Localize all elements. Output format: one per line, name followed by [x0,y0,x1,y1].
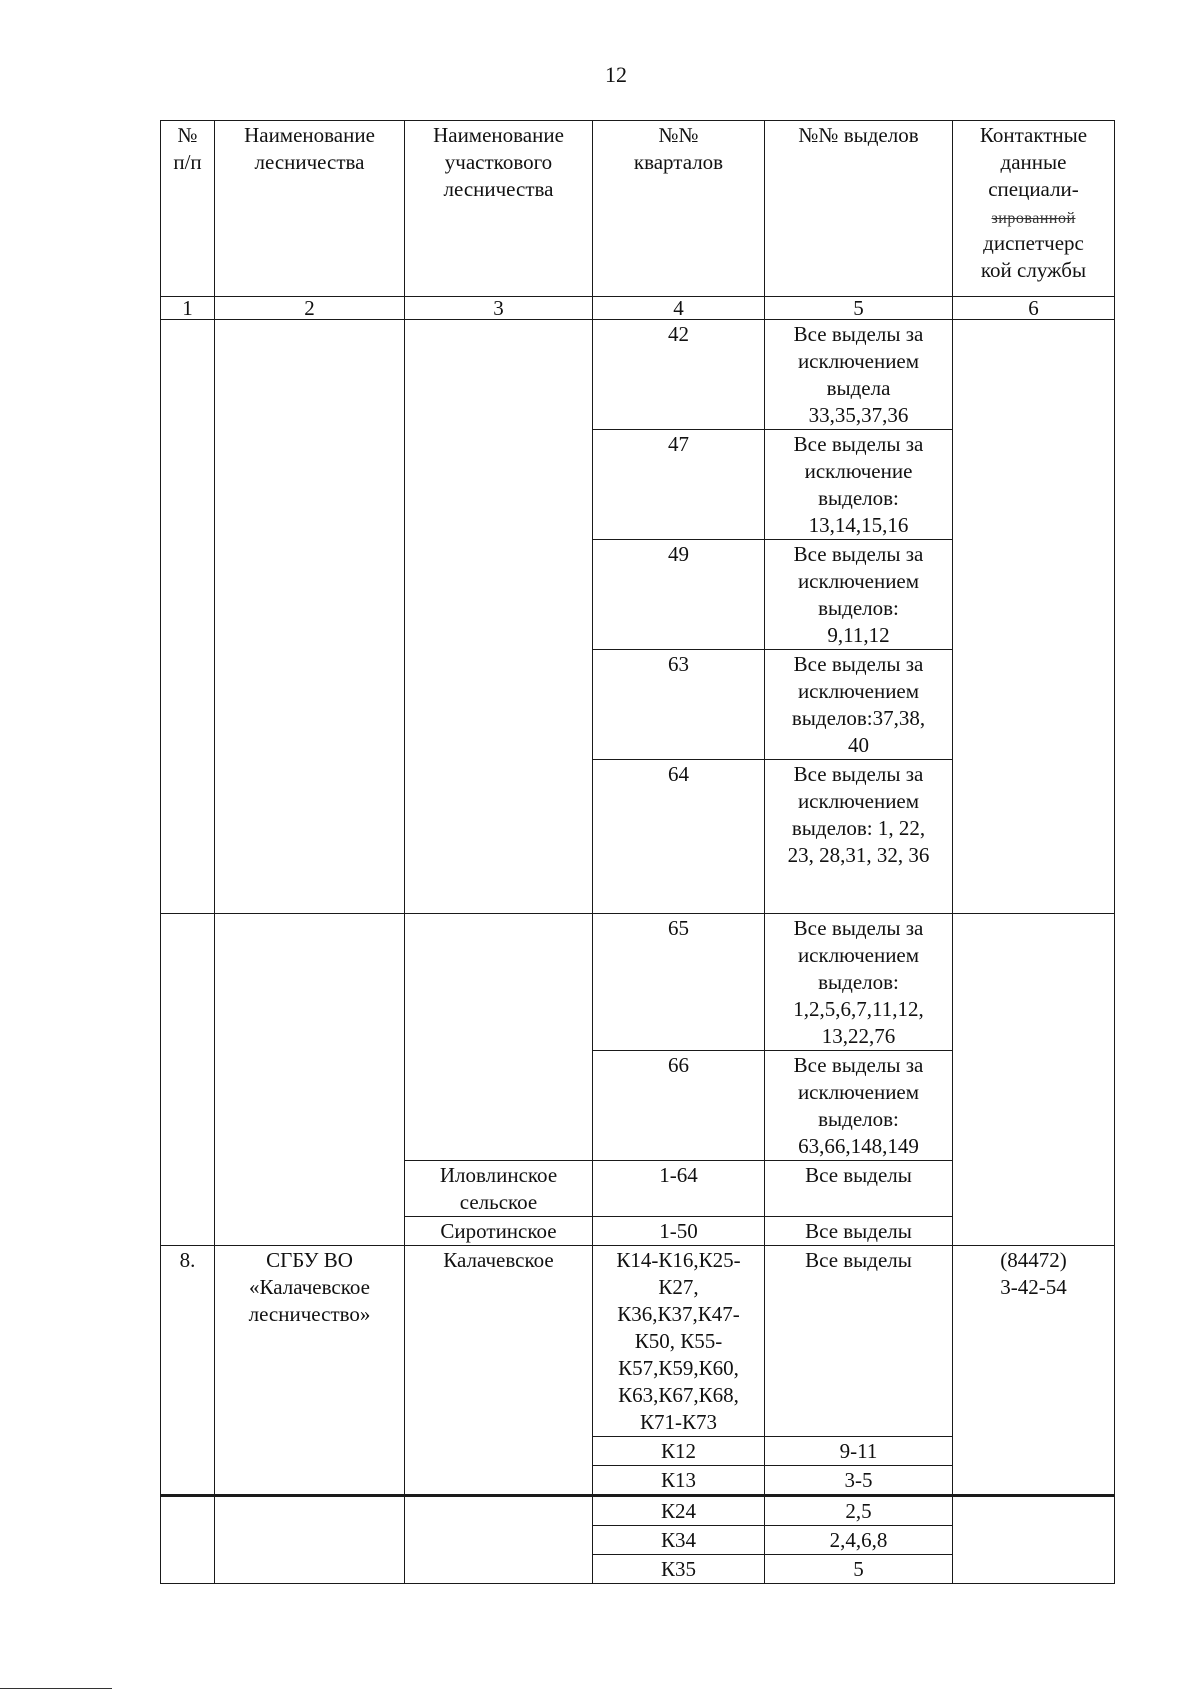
quarter-cell: К12 [593,1437,765,1466]
plots-line: Все выделы за [793,762,924,786]
column-index: 6 [953,297,1115,320]
plots-line: 33,35,37,36 [808,403,909,427]
quarter-cell: К24 [593,1496,765,1526]
quarter-cell: К35 [593,1555,765,1584]
forestry-line: СГБУ ВО [266,1248,353,1272]
plots-line: выдела [826,376,891,400]
quarter-line: К27, [658,1275,699,1299]
empty-cell [953,914,1115,1246]
plots-line: 63,66,148,149 [798,1134,919,1158]
header-row [161,121,1115,297]
plots-cell [765,760,953,914]
table-row [161,1496,1115,1526]
column-index: 2 [215,297,405,320]
plots-cell: 2,4,6,8 [765,1526,953,1555]
plots-line: исключением [797,943,920,967]
quarter-cell: 65 [593,914,765,1051]
plots-line: исключением [797,1080,920,1104]
quarter-cell: 1-50 [593,1217,765,1246]
header-line: № [177,123,198,147]
column-index: 4 [593,297,765,320]
entry-number: 8. [161,1246,215,1496]
contact-line: 3-42-54 [1000,1275,1067,1299]
forestry-table [160,120,1115,1584]
footer-rule [0,1688,112,1689]
empty-cell [215,914,405,1246]
quarter-cell [593,1246,765,1437]
district-cell [405,1161,593,1217]
header-number [161,121,215,297]
header-line: участкового [444,150,553,174]
empty-cell [215,320,405,914]
plots-cell [765,914,953,1051]
empty-cell [161,914,215,1246]
quarter-cell: 49 [593,540,765,650]
plots-line: выделов: [818,596,899,620]
empty-cell [405,1496,593,1584]
district-cell: Калачевское [405,1246,593,1496]
forestry-name-cell [215,1246,405,1496]
quarter-line: К71-К73 [639,1410,717,1434]
header-line: №№ [658,123,699,147]
plots-line: исключением [797,679,920,703]
table-row [161,1246,1115,1437]
plots-line: 40 [848,733,869,757]
plots-line: Все выделы за [793,432,924,456]
empty-cell [953,320,1115,914]
plots-line: 9,11,12 [827,623,890,647]
header-line: кой службы [980,258,1087,282]
plots-line: исключением [797,349,920,373]
table-row [161,320,1115,430]
plots-cell [765,320,953,430]
header-line: Наименование [433,123,564,147]
header-contacts [953,121,1115,297]
quarter-cell: К13 [593,1466,765,1496]
plots-line: исключением [797,789,920,813]
plots-cell: 9-11 [765,1437,953,1466]
quarter-line: К57,К59,К60, [618,1356,739,1380]
header-line: лесничества [254,150,365,174]
quarter-line: К36,К37,К47- [617,1302,740,1326]
plots-line: 13,22,76 [821,1024,896,1048]
plots-cell [765,540,953,650]
plots-line: Все выделы за [793,322,924,346]
empty-cell [405,320,593,914]
header-line: кварталов [633,150,724,174]
header-quarters [593,121,765,297]
table-row [161,914,1115,1051]
plots-line: Все выделы за [793,542,924,566]
header-line: п/п [173,150,202,174]
quarter-cell: 66 [593,1051,765,1161]
quarter-line: К14-К16,К25- [616,1248,741,1272]
empty-cell [953,1496,1115,1584]
plots-cell: Все выделы [765,1217,953,1246]
header-line: диспетчерс [983,231,1084,255]
plots-line: выделов: [818,486,899,510]
plots-line: выделов: 1, 22, [791,816,926,840]
struck-text: зированной [991,210,1076,227]
quarter-line: К63,К67,К68, [618,1383,739,1407]
page-number: 12 [605,62,627,87]
header-district [405,121,593,297]
cell-spacer [768,869,949,913]
header-line: лесничества [443,177,554,201]
plots-cell [765,650,953,760]
plots-cell: Все выделы [765,1161,953,1217]
plots-line: 23, 28,31, 32, 36 [787,843,930,867]
quarter-cell: К34 [593,1526,765,1555]
district-line: Иловлинское [439,1163,558,1187]
plots-line: выделов:37,38, [791,706,926,730]
empty-cell [405,914,593,1161]
empty-cell [161,320,215,914]
plots-cell: Все выделы [765,1246,953,1437]
district-cell: Сиротинское [405,1217,593,1246]
plots-line: выделов: [818,970,899,994]
header-line: данные [1000,150,1067,174]
header-forestry [215,121,405,297]
quarter-cell: 42 [593,320,765,430]
header-line [956,203,1111,230]
quarter-cell: 47 [593,430,765,540]
header-line: специали- [988,177,1079,201]
plots-line: исключение [804,459,913,483]
header-line: Наименование [244,123,375,147]
plots-cell: 2,5 [765,1496,953,1526]
header-line: Контактные [979,123,1088,147]
quarter-cell: 1-64 [593,1161,765,1217]
plots-line: Все выделы за [793,652,924,676]
forestry-line: «Калачевское [249,1275,370,1299]
plots-cell: 3-5 [765,1466,953,1496]
quarter-line: К50, К55- [634,1329,723,1353]
plots-line: Все выделы за [793,916,924,940]
column-index: 1 [161,297,215,320]
plots-cell: 5 [765,1555,953,1584]
quarter-cell: 63 [593,650,765,760]
plots-line: 13,14,15,16 [808,513,909,537]
quarter-cell: 64 [593,760,765,914]
plots-cell [765,430,953,540]
empty-cell [215,1496,405,1584]
column-index: 5 [765,297,953,320]
plots-line: выделов: [818,1107,899,1131]
column-index-row [161,297,1115,320]
district-line: сельское [459,1190,538,1214]
forestry-line: лесничество» [248,1302,371,1326]
header-plots [765,121,953,297]
plots-line: Все выделы за [793,1053,924,1077]
contact-cell [953,1246,1115,1496]
header-line: №№ выделов [798,123,919,147]
empty-cell [161,1496,215,1584]
column-index: 3 [405,297,593,320]
plots-cell [765,1051,953,1161]
plots-line: исключением [797,569,920,593]
plots-line: 1,2,5,6,7,11,12, [793,997,924,1021]
contact-line: (84472) [1000,1248,1067,1272]
